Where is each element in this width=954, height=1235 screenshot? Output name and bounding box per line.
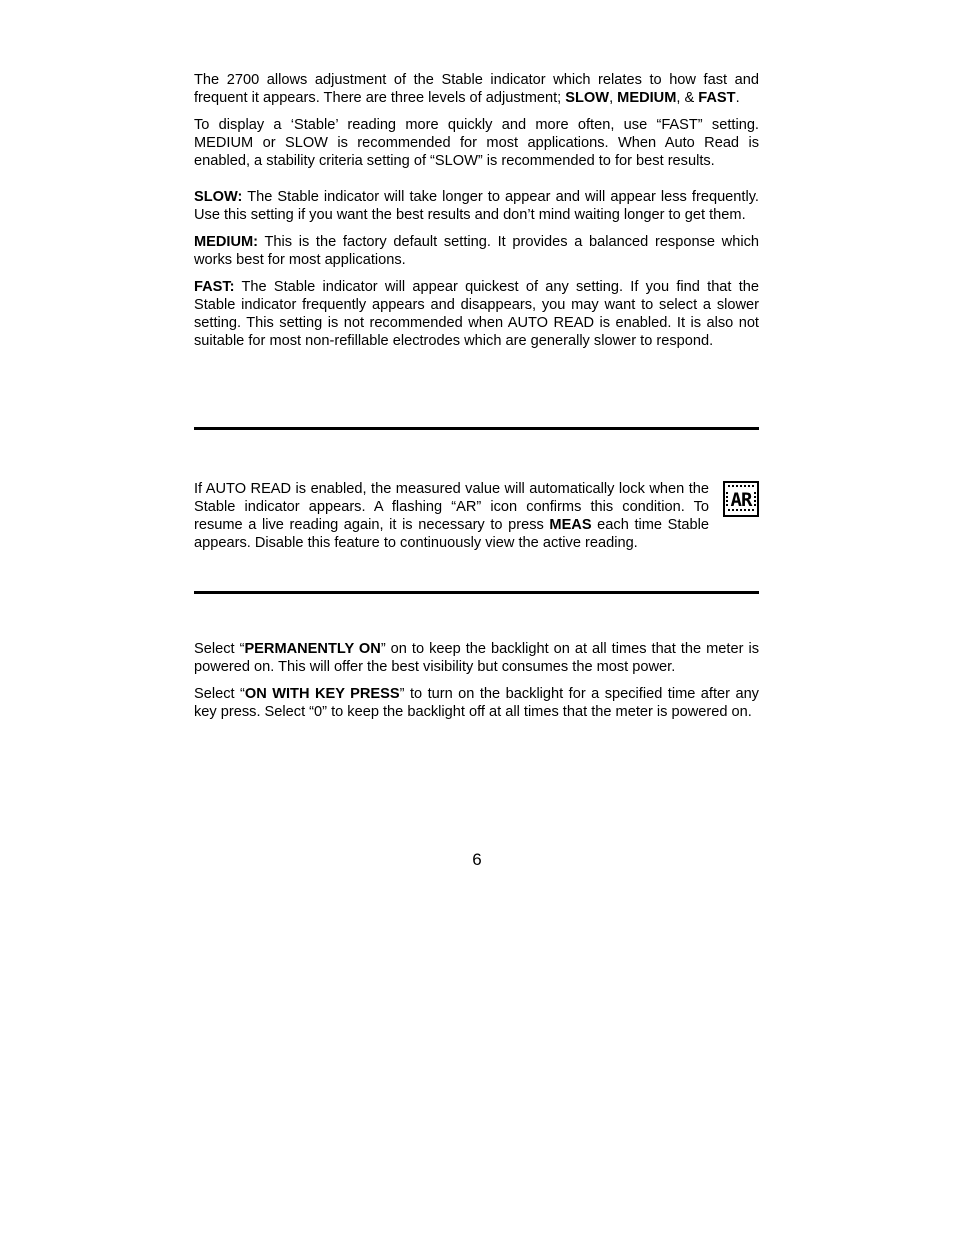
- slow-paragraph: [194, 188, 759, 224]
- auto-read-icon: [723, 481, 759, 517]
- medium-paragraph: [194, 233, 759, 269]
- page-number: 6: [472, 850, 482, 869]
- permanently-on-description: ” on to keep the backlight on at all times that the meter is powered on. This will offer the best visibility but consumes the most power.: [194, 641, 759, 675]
- fast-description: The Stable indicator will appear quickest of any setting. If you find that the Stable indicator frequently appears and disappears, you may want to select a slower setting. This setting is not recommended when AUTO READ is enabled. It is also not suitable for most non-refillable electrodes which are generally slower to respond.: [194, 279, 759, 349]
- key-press-label: ON WITH KEY PRESS: [244, 686, 400, 702]
- select-prefix: Select “: [194, 641, 245, 657]
- auto-read-section: [194, 480, 759, 552]
- slow-keyword: SLOW: [565, 90, 610, 106]
- slow-description: The Stable indicator will take longer to appear and will appear less frequently. Use this setting if you want the best results and don’t mind waiting longer to get them.: [194, 189, 759, 223]
- permanently-on-label: PERMANENTLY ON: [244, 641, 381, 657]
- medium-description: This is the factory default setting. It provides a balanced response which works best for most applications.: [194, 234, 759, 268]
- select-prefix: Select “: [194, 686, 245, 702]
- stability-intro-text: The 2700 allows adjustment of the Stable indicator which relates to how fast and frequent it appears. There are three levels of adjustment;: [194, 72, 759, 106]
- key-press-description: ” to turn on the backlight for a specified time after any key press. Select “0” to keep the backlight off at all times that the meter is powered on.: [194, 686, 759, 720]
- fast-keyword: FAST: [698, 90, 736, 106]
- stability-section: [194, 71, 759, 350]
- fast-label: FAST:: [194, 279, 235, 295]
- separator: .: [735, 90, 740, 106]
- icon-ticks: [728, 509, 754, 514]
- auto-read-text-continued: each time Stable appears. Disable this feature to continuously view the active reading.: [194, 517, 709, 551]
- separator: ,: [609, 90, 618, 106]
- section-divider: [194, 427, 759, 430]
- auto-read-icon-label: AR: [730, 489, 752, 511]
- permanently-on-paragraph: [194, 640, 759, 676]
- medium-label: MEDIUM:: [194, 234, 259, 250]
- separator: , &: [676, 90, 699, 106]
- stability-intro-paragraph: [194, 71, 759, 107]
- auto-read-paragraph: [194, 480, 759, 552]
- backlight-section: [194, 640, 759, 721]
- auto-read-text: If AUTO READ is enabled, the measured value will automatically lock when the Stable indicator appears. A flashing “AR” icon confirms this condition. To resume a live reading again, it is necessary to press: [194, 481, 709, 533]
- meas-key: MEAS: [549, 517, 592, 533]
- medium-keyword: MEDIUM: [617, 90, 677, 106]
- fast-paragraph: [194, 278, 759, 350]
- section-divider: [194, 591, 759, 594]
- slow-label: SLOW:: [194, 189, 243, 205]
- quick-display-paragraph: To display a ‘Stable’ reading more quickly and more often, use “FAST” setting. MEDIUM or SLOW is recommended for most applications. When Auto Read is enabled, a stability criteria setting of “SLOW” is recommended to for best results.: [194, 117, 759, 169]
- key-press-paragraph: [194, 685, 759, 721]
